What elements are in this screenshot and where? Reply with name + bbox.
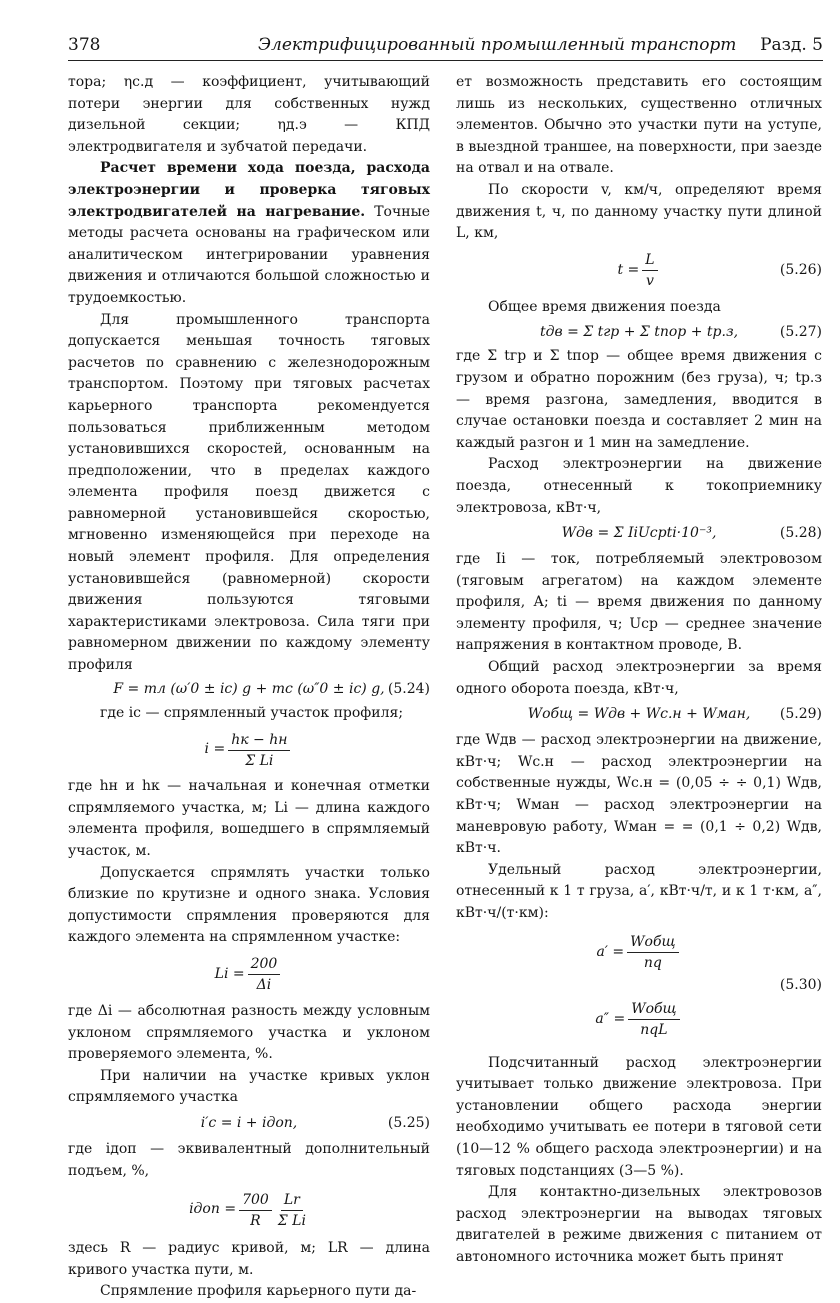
paragraph: Общий расход электроэнергии за время одного оборота поезда, кВт·ч, [456,659,822,697]
numerator: Lr [281,1191,303,1211]
equation-number: (5.27) [779,323,822,340]
equation-body: tдв = Σ tгр + Σ tпор + tр.з, [539,323,739,340]
left-column [68,72,430,1303]
equation-body: Wдв = Σ IiUсрti·10⁻³, [561,525,717,542]
paragraph: Для контактно-дизельных электровозов расход электроэнергии на выводах тяговых двигателей в режиме движения с питанием от автономного источника может быть принят [456,1184,822,1265]
paragraph: Допускается спрямлять участки только близкие по крутизне и одного знака. Условия допустимости спрямления проверяются для каждого элемента на спрямленном участке: [68,864,430,946]
equation-a-prime [456,925,822,981]
equation-length [68,949,430,1001]
equation-number: (5.24) [387,680,430,697]
paragraph: где Σ tгр и Σ tпор — общее время движения с грузом и обратно порожним (без груза), ч; tр.з — время разгона, замедления, вводится в случае остановки поезда и составляет 2 мин на каждый разгон и 1 мин на замедление. [456,348,822,451]
paragraph: При наличии на участке кривых уклон спрямляемого участка [68,1067,430,1106]
section-label: Разд. 5 [760,35,823,55]
denominator: R [250,1212,261,1229]
equation-lhs: iдоп = [189,1201,237,1218]
equation-5-26 [456,245,822,297]
equation-lhs: t = [617,261,640,278]
equation-number: (5.25) [387,1115,430,1132]
equation-body: Wобщ = Wдв + Wс.н + Wман, [527,706,751,723]
equation-lhs: i = [204,741,226,758]
numerator: hк − hн [228,731,290,751]
equation-idop [68,1182,430,1238]
paragraph: Спрямление профиля карьерного пути да- [100,1283,417,1300]
right-column [456,72,822,1269]
page-header [68,34,823,61]
equation-lhs: Li = [214,966,245,983]
equation-5-24 [68,677,430,703]
numerator: L [642,251,657,271]
denominator: Σ Li [277,1212,306,1229]
section-heading: Расчет времени хода поезда, расхода электроэнергии и проверка тяговых электродвигателей на нагревание. [68,160,430,220]
numerator: Wобщ [627,933,678,953]
paragraph: где Ii — ток, потребляемый электровозом (тяговым агрегатом) на каждом элементе профиля, А; ti — время движения по данному элементу профиля, ч; Uср — среднее значение напряжения в контактном проводе, В. [456,551,822,654]
equation-lhs: a″ = [595,1010,626,1027]
equation-5-28 [456,519,822,549]
running-title: Электрифицированный промышленный транспорт [258,35,737,55]
equation-5-27 [456,318,822,346]
equation-body: i′с = i + iдоп, [200,1115,298,1132]
fraction [248,955,281,994]
numerator: 200 [248,955,281,975]
paragraph: Расход электроэнергии на движение поезда, отнесенный к токоприемнику электровоза, кВт·ч, [456,456,822,516]
paragraph: тора; ηс.д — коэффициент, учитывающий потери энергии для собственных нужд дизельной секции; ηд.э — КПД электродвигателя и зубчатой передачи. [68,74,430,155]
equation-number: (5.30) [779,976,822,993]
fraction [627,933,678,972]
fraction [239,1191,272,1230]
equation-5-29 [456,700,822,730]
paragraph: Удельный расход электроэнергии, отнесенный к 1 т груза, a′, кВт·ч/т, и к 1 т·км, a″, кВт·ч/(т·км): [456,861,822,921]
numerator: Wобщ [628,1000,679,1020]
denominator: nq [643,955,662,972]
paragraph [68,158,430,309]
denominator: v [645,273,654,290]
paragraph-text: Точные методы расчета основаны на графическом или аналитическом интегрировании уравнения движения и отличаются большой сложностью и трудоемкостью. [68,203,430,306]
paragraph: Общее время движения поезда [488,298,721,315]
page-number: 378 [68,35,101,55]
equation-slope [68,724,430,776]
equation-a-double-prime [456,987,822,1053]
equation-lhs: a′ = [596,943,625,960]
paragraph: ет возможность представить его состоящим лишь из нескольких, существенно отличных элементов. Обычно это участки пути на уступе, в выездной траншее, на поверхности, при заезде на отвал и на отвале. [456,74,822,177]
equation-body: F = mл (ω′0 ± iс) g + mс (ω″0 ± iс) g, [113,680,385,697]
equation-number: (5.26) [779,261,822,278]
fraction [628,1000,679,1039]
paragraph: где iс — спрямленный участок профиля; [100,704,404,721]
paragraph: Подсчитанный расход электроэнергии учитывает только движение электровоза. При установлении общего расхода энергии необходимо учитывать ее потери в тяговой сети (10—12 % общего расхода электроэнергии) и на тяговых подстанциях (3—5 %). [456,1054,822,1179]
numerator: 700 [239,1191,272,1211]
denominator: Σ Li [245,752,274,769]
paragraph: здесь R — радиус кривой, м; LR — длина кривого участка пути, м. [68,1240,430,1278]
fraction [642,251,657,290]
paragraph: где Wдв — расход электроэнергии на движение, кВт·ч; Wс.н — расход электроэнергии на собственные нужды, Wс.н = (0,05 ÷ ÷ 0,1) Wдв, кВт·ч; Wман — расход электроэнергии на маневровую работу, Wман = = (0,1 ÷ 0,2) Wдв, кВт·ч. [456,732,822,857]
paragraph: где hн и hк — начальная и конечная отметки спрямляемого участка, м; Li — длина каждого элемента профиля, вошедшего в спрямляемый участок, м. [68,778,430,859]
denominator: Δi [256,977,272,994]
denominator: nqL [640,1022,668,1039]
equation-number: (5.28) [779,525,822,542]
paragraph: где Δi — абсолютная разность между условным уклоном спрямляемого участка и уклоном проверяемого элемента, %. [68,1002,430,1063]
fraction [278,1191,306,1230]
equation-5-25 [68,1109,430,1139]
paragraph: Для промышленного транспорта допускается меньшая точность тяговых расчетов по сравнению с железнодорожным транспортом. Поэтому при тяговых расчетах карьерного транспорта рекомендуется пользоваться приближенным методом установившихся скоростей, основанным на предположении, что в пределах каждого элемента профиля поезд движется с равномерной установившейся скоростью, мгновенно изменяющейся при переходе на новый элемент профиля. Для определения установившейся (равномерной) скорости движения пользуются тяговыми характеристиками электровоза. Сила тяги при равномерном движении по каждому элементу профиля [68,311,430,674]
fraction [228,731,290,770]
paragraph: где iдоп — эквивалентный дополнительный подъем, %, [68,1140,430,1179]
paragraph: По скорости v, км/ч, определяют время движения t, ч, по данному участку пути длиной L, км, [456,181,822,242]
equation-5-30 [456,925,822,1053]
equation-number: (5.29) [779,706,822,723]
